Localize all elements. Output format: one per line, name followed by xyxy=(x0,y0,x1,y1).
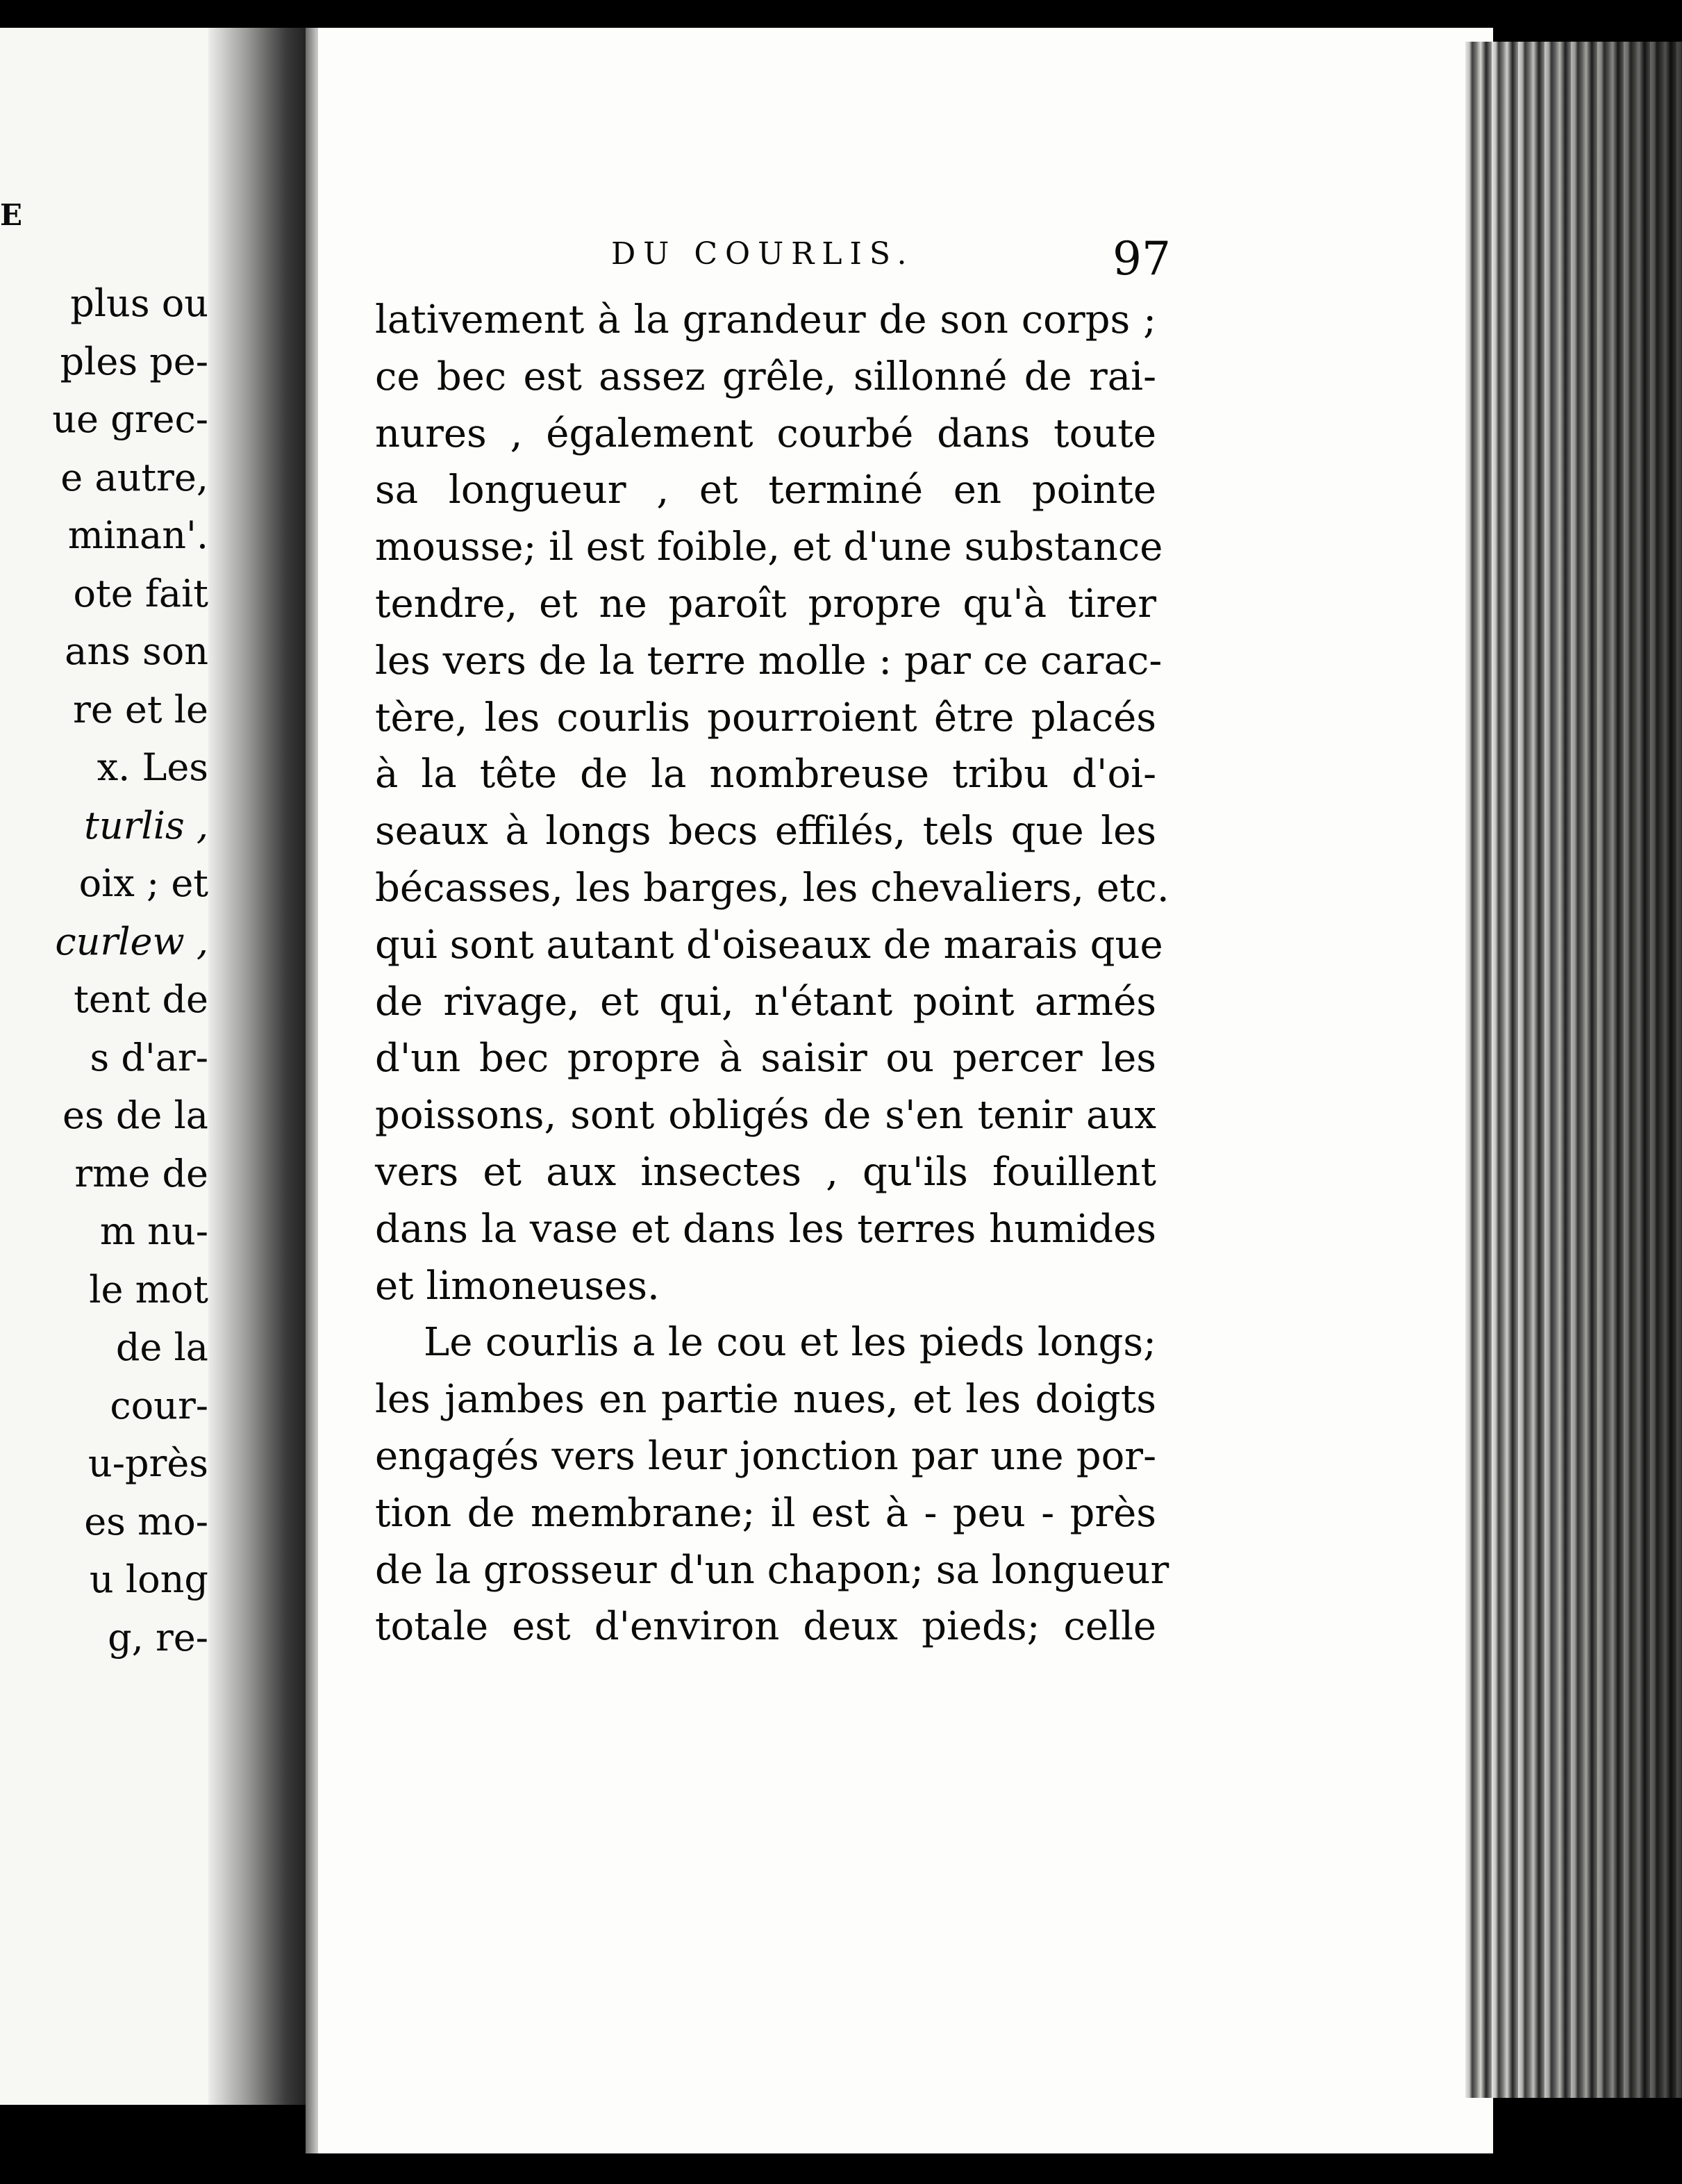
text-line: bécasses, les barges, les chevaliers, etc. xyxy=(375,865,1169,911)
text-line: sa longueur , et terminé en pointe xyxy=(375,468,1156,513)
text-line: à la tête de la nombreuse tribu d'oi- xyxy=(375,752,1156,797)
text-line: totale est d'environ deux pieds; celle xyxy=(375,1604,1156,1650)
text-line: ce bec est assez grêle, sillonné de rai- xyxy=(375,354,1156,399)
left-text-line: oix ; et xyxy=(78,861,208,905)
left-text-line: turlis , xyxy=(84,803,208,847)
text-line: engagés vers leur jonction par une por- xyxy=(375,1433,1156,1479)
text-line: dans la vase et dans les terres humides xyxy=(375,1206,1156,1252)
text-line: de la grosseur d'un chapon; sa longueur xyxy=(375,1547,1169,1593)
text-line: vers et aux insectes , qu'ils fouillent xyxy=(375,1149,1156,1195)
page-number: 97 xyxy=(1113,232,1171,286)
text-line: mousse; il est foible, et d'une substance xyxy=(375,524,1163,570)
gutter-shadow xyxy=(208,28,319,2105)
left-text-line: x. Les xyxy=(97,745,208,789)
left-text-line: m nu- xyxy=(99,1209,208,1253)
left-text-line: g, re- xyxy=(108,1615,208,1660)
left-text-line: u-près xyxy=(88,1441,208,1485)
left-text-line: es mo- xyxy=(84,1499,208,1544)
left-text-line: ue grec- xyxy=(52,397,208,441)
text-line: les jambes en partie nues, et les doigts xyxy=(375,1377,1156,1423)
text-line: tion de membrane; il est à - peu - près xyxy=(375,1490,1156,1536)
left-text-line: plus ou xyxy=(70,281,208,325)
left-text-line: cour- xyxy=(110,1383,208,1428)
left-text-line: u long xyxy=(89,1557,208,1601)
left-text-line: de la xyxy=(115,1325,208,1369)
body-text xyxy=(375,292,1169,1655)
text-line: poissons, sont obligés de s'en tenir aux xyxy=(375,1093,1156,1139)
left-text-line: le mot xyxy=(89,1267,208,1312)
page-edges-shadow xyxy=(1493,42,1682,2098)
left-page-text xyxy=(0,274,208,1666)
left-page-header-fragment: E xyxy=(0,198,27,232)
left-text-line: ote fait xyxy=(73,571,208,615)
left-text-line: s d'ar- xyxy=(90,1035,208,1079)
gutter-fold xyxy=(306,28,318,2153)
text-line: qui sont autant d'oiseaux de marais que xyxy=(375,922,1163,968)
text-line: et limoneuses. xyxy=(375,1263,660,1309)
left-text-line: minan'. xyxy=(67,513,208,557)
left-text-line: curlew , xyxy=(55,919,208,963)
text-line: tendre, et ne paroît propre qu'à tirer xyxy=(375,581,1156,627)
text-line: les vers de la terre molle : par ce carac- xyxy=(375,638,1163,684)
running-head: DU COURLIS. xyxy=(611,236,915,272)
left-text-line: ples pe- xyxy=(60,339,208,383)
text-line: d'un bec propre à saisir ou percer les xyxy=(375,1036,1156,1082)
paragraph-start-line: Le courlis a le cou et les pieds longs; xyxy=(424,1320,1156,1366)
left-text-line: re et le xyxy=(73,687,208,731)
text-line: tère, les courlis pourroient être placés xyxy=(375,695,1156,741)
left-text-line: es de la xyxy=(63,1093,208,1137)
text-line: de rivage, et qui, n'étant point armés xyxy=(375,979,1156,1025)
left-text-line: ans son xyxy=(65,629,208,673)
left-text-line: tent de xyxy=(74,977,208,1021)
text-line: nures , également courbé dans toute xyxy=(375,411,1156,456)
text-line: seaux à longs becs effilés, tels que les xyxy=(375,809,1156,854)
left-text-line: rme de xyxy=(74,1151,208,1196)
text-line: lativement à la grandeur de son corps ; xyxy=(375,297,1156,342)
left-text-line: e autre, xyxy=(60,455,208,499)
